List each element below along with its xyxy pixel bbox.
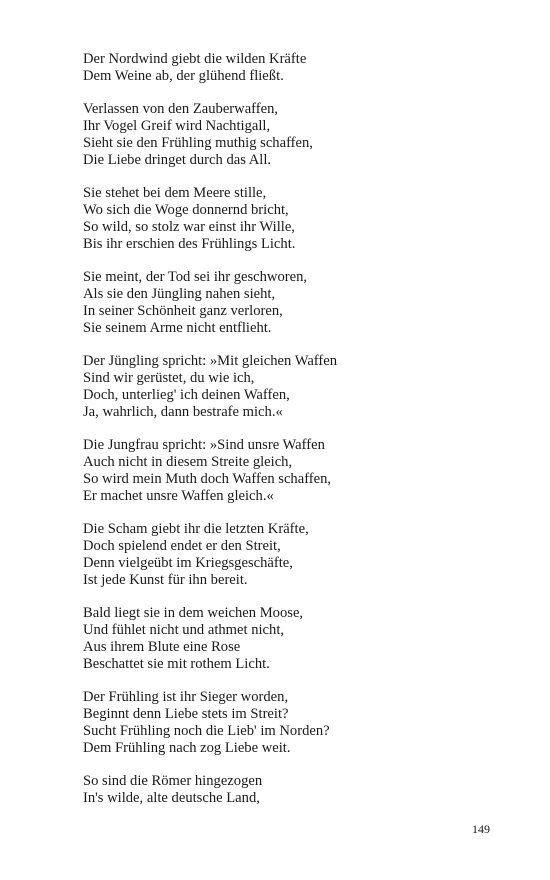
poem-line: Die Jungfrau spricht: »Sind unsre Waffen — [83, 437, 325, 454]
poem-line: Bis ihr erschien des Frühlings Licht. — [83, 235, 296, 252]
poem-line: Sind wir gerüstet, du wie ich, — [83, 370, 255, 387]
poem-line: Ist jede Kunst für ihn bereit. — [83, 571, 248, 588]
poem-line: Doch spielend endet er den Streit, — [83, 538, 281, 555]
stanza — [83, 437, 483, 504]
poem-line: Der Frühling ist ihr Sieger worden, — [83, 689, 289, 706]
poem-line: Und fühlet nicht und athmet nicht, — [83, 622, 285, 639]
poem-line: Ja, wahrlich, dann bestrafe mich.« — [83, 403, 283, 420]
poem-line: So sind die Römer hingezogen — [83, 773, 263, 790]
poem-line: In seiner Schönheit ganz verloren, — [83, 302, 283, 319]
stanza — [83, 353, 483, 420]
poem-line: Auch nicht in diesem Streite gleich, — [83, 454, 293, 471]
poem-line: Wo sich die Woge donnernd bricht, — [83, 202, 289, 219]
poem-line: Bald liegt sie in dem weichen Moose, — [83, 605, 304, 622]
stanza — [83, 269, 483, 336]
stanza — [83, 773, 483, 807]
stanza — [83, 689, 483, 756]
poem-line: Sie seinem Arme nicht entflieht. — [83, 319, 272, 336]
poem-line: So wild, so stolz war einst ihr Wille, — [83, 218, 295, 235]
poem-line: Verlassen von den Zauberwaffen, — [83, 101, 279, 118]
poem-line: Der Jüngling spricht: »Mit gleichen Waffen — [83, 353, 338, 370]
poem-line: Sucht Frühling noch die Lieb' im Norden? — [83, 722, 330, 739]
poem-line: Denn vielgeübt im Kriegsgeschäfte, — [83, 554, 293, 571]
poem-line: In's wilde, alte deutsche Land, — [83, 790, 260, 807]
stanza — [83, 185, 483, 252]
poem-line: So wird mein Muth doch Waffen schaffen, — [83, 470, 332, 487]
poem-line: Doch, unterlieg' ich deinen Waffen, — [83, 386, 290, 403]
poem-line: Die Liebe dringet durch das All. — [83, 151, 272, 168]
poem-body — [83, 51, 483, 824]
poem-line: Die Scham giebt ihr die letzten Kräfte, — [83, 521, 309, 538]
page-number: 149 — [472, 822, 490, 836]
poem-line: Ihr Vogel Greif wird Nachtigall, — [83, 118, 271, 135]
poem-line: Sieht sie den Frühling muthig schaffen, — [83, 134, 313, 151]
poem-line: Dem Weine ab, der glühend fließt. — [83, 67, 284, 84]
poem-line: Dem Frühling nach zog Liebe weit. — [83, 739, 291, 756]
poem-line: Sie meint, der Tod sei ihr geschworen, — [83, 269, 308, 286]
stanza — [83, 521, 483, 588]
poem-line: Der Nordwind giebt die wilden Kräfte — [83, 51, 307, 67]
poem-line: Als sie den Jüngling nahen sieht, — [83, 286, 276, 303]
stanza — [83, 605, 483, 672]
poem-line: Beginnt denn Liebe stets im Streit? — [83, 706, 289, 723]
poem-line: Er machet unsre Waffen gleich.« — [83, 487, 274, 504]
poem-line: Aus ihrem Blute eine Rose — [83, 638, 241, 655]
poem-line: Beschattet sie mit rothem Licht. — [83, 655, 270, 672]
stanza — [83, 101, 483, 168]
stanza — [83, 51, 483, 85]
poem-line: Sie stehet bei dem Meere stille, — [83, 185, 267, 202]
